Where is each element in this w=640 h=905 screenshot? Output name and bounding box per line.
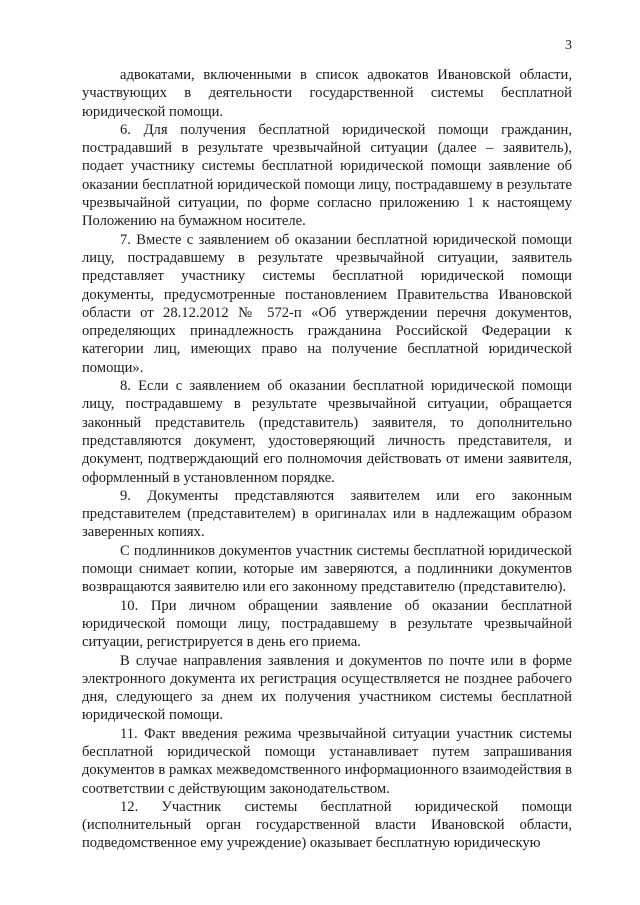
paragraph-item-10-mail: В случае направления заявления и документов по почте или в форме электронного документа их регистрация осуществляется не позднее рабочего дня, следующего за днем их получения участником системы бесплатной юридической помощи.: [82, 652, 572, 724]
paragraph-item-7: 7. Вместе с заявлением об оказании бесплатной юридической помощи лицу, пострадавшему в результате чрезвычайной ситуации, заявитель представляет участнику системы бесплатной юридической помощи документы, предусмотренные постановлением Правительства Ивановской области от 28.12.2012 № 572-п «Об утверждении перечня документов, определяющих принадлежность гражданина Российской Федерации к категории лиц, имеющих право на получение бесплатной юридической помощи».: [82, 231, 572, 376]
page-number: 3: [565, 38, 572, 53]
paragraph-item-8: 8. Если с заявлением об оказании бесплатной юридической помощи лицу, пострадавшему в результате чрезвычайной ситуации, обращается законный представитель (представитель) заявителя, то дополнительно представляются документ, удостоверяющий личность представителя, и документ, подтверждающий его полномочия действовать от имени заявителя, оформленный в установленном порядке.: [82, 378, 572, 486]
paragraph-item-9-copies: С подлинников документов участник системы бесплатной юридической помощи снимает копии, которые им заверяются, а подлинники документов возвращаются заявителю или его законному представителю (представителю).: [82, 542, 572, 596]
paragraph-item-12: 12. Участник системы бесплатной юридической помощи (исполнительный орган государственной власти Ивановской области, подведомственное ему учреждение) оказывает бесплатную юридическую: [82, 798, 572, 852]
document-body: [82, 66, 572, 853]
paragraph-item-11: 11. Факт введения режима чрезвычайной ситуации участник системы бесплатной юридической помощи устанавливает путем запрашивания документов в рамках межведомственного информационного взаимодействия в соответствии с действующим законодательством.: [82, 725, 572, 797]
paragraph-continuation: адвокатами, включенными в список адвокатов Ивановской области, участвующих в деятельности государственной системы бесплатной юридической помощи.: [82, 67, 572, 120]
paragraph-item-10: 10. При личном обращении заявление об оказании бесплатной юридической помощи лицу, пострадавшему в результате чрезвычайной ситуации, регистрируется в день его приема.: [82, 597, 572, 651]
paragraph-item-6: 6. Для получения бесплатной юридической помощи гражданин, пострадавший в результате чрезвычайной ситуации (далее – заявитель), подает участнику системы бесплатной юридической помощи заявление об оказании бесплатной юридической помощи лицу, пострадавшему в результате чрезвычайной ситуации, по форме согласно приложению 1 к настоящему Положению на бумажном носителе.: [82, 121, 572, 230]
paragraph-item-9: 9. Документы представляются заявителем или его законным представителем (представителем) в оригиналах или в надлежащим образом заверенных копиях.: [82, 487, 572, 541]
